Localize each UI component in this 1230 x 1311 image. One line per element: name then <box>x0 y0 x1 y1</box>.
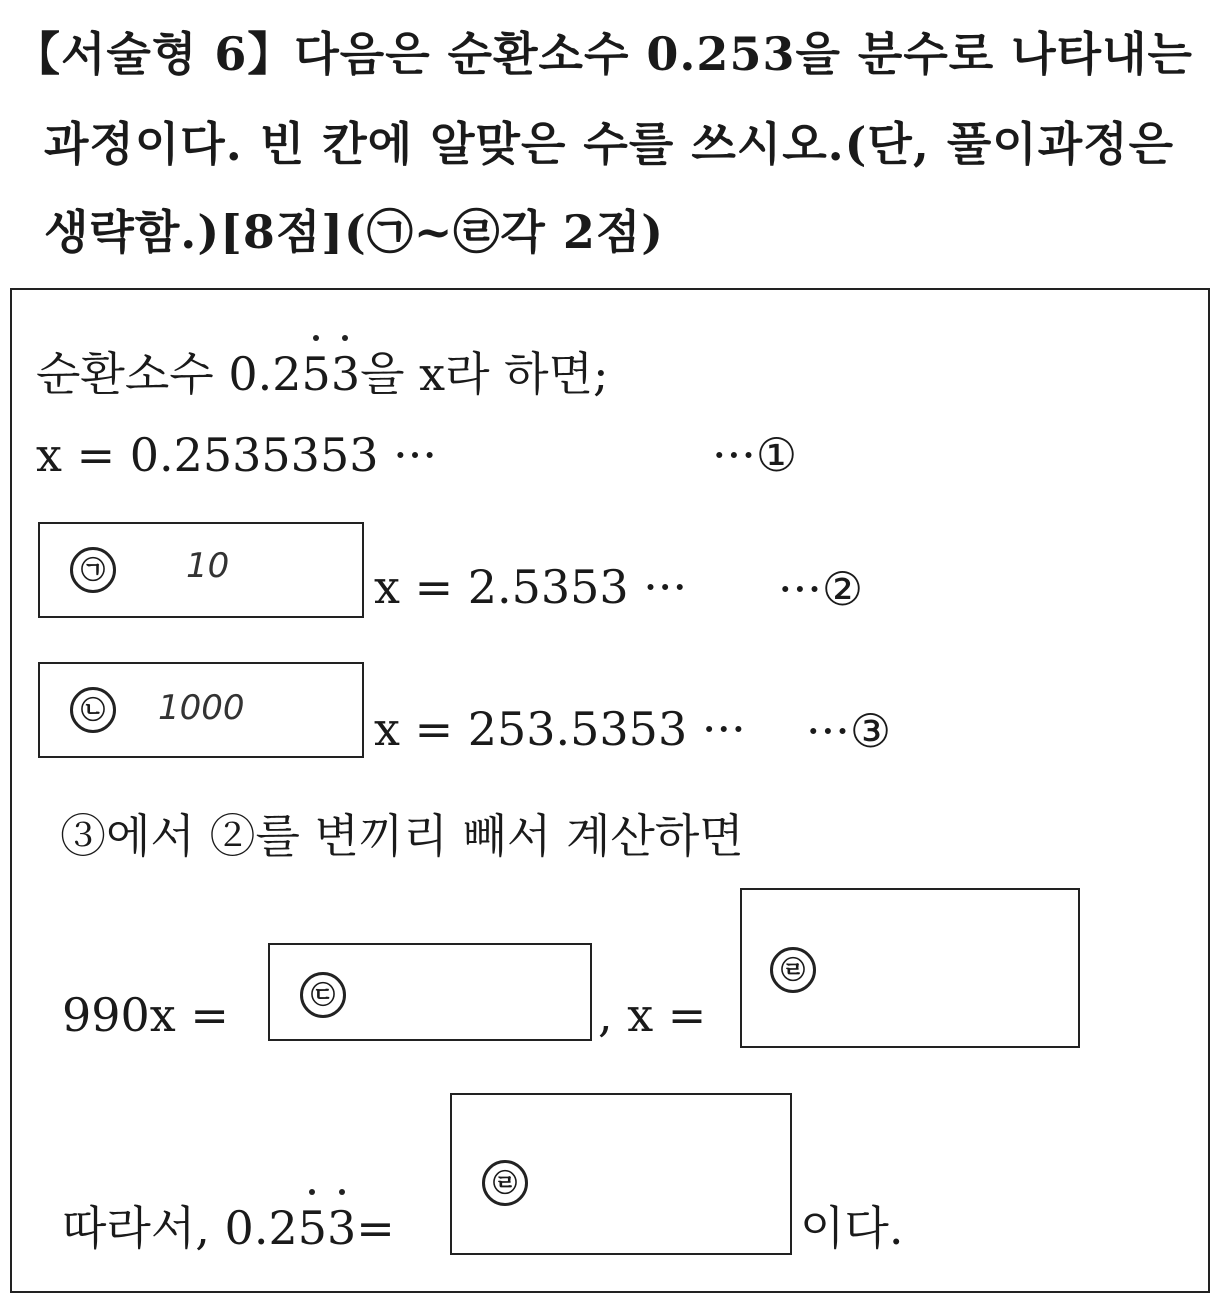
blank-2-handwriting: 1000 <box>158 688 245 728</box>
equation-2-ref: ···② <box>778 562 864 616</box>
intro-line: 순환소수 0.253을 x라 하면; <box>36 347 609 401</box>
repeat-digit: 3 <box>327 1201 357 1255</box>
question-line-2: 과정이다. 빈 칸에 알맞은 수를 쓰시오.(단, 풀이과정은 <box>44 117 1175 171</box>
equation-2: x = 2.5353 ··· <box>374 560 688 614</box>
equation-3-ref: ···③ <box>806 704 892 758</box>
equation-4-mid: , x = <box>598 988 707 1042</box>
blank-2-label: ㉡ <box>70 687 116 733</box>
question-line-1: 【서술형 6】다음은 순환소수 0.253을 분수로 나타내는 <box>14 27 1193 81</box>
question-line-3: 생략함.)[8점](㉠~㉣각 2점) <box>44 205 665 259</box>
equation-1: x = 0.2535353 ··· <box>36 428 437 482</box>
step-text: ③에서 ②를 변끼리 빼서 계산하면 <box>60 809 744 863</box>
final-line-suffix: 이다. <box>800 1201 904 1255</box>
repeat-digit: 3 <box>330 347 361 401</box>
equation-4-lhs: 990x = <box>62 988 229 1042</box>
equation-1-ref: ···① <box>712 428 798 482</box>
final-line-prefix: 따라서, 0.253= <box>62 1201 395 1255</box>
repeat-digit: 5 <box>301 347 331 401</box>
equation-3: x = 253.5353 ··· <box>374 702 746 756</box>
blank-1-handwriting: 10 <box>186 546 230 586</box>
blank-5-label: ㉣ <box>482 1160 528 1206</box>
repeat-digit: 5 <box>297 1201 327 1255</box>
blank-1-label: ㉠ <box>70 547 116 593</box>
blank-3-label: ㉢ <box>300 972 346 1018</box>
blank-4-label: ㉣ <box>770 947 816 993</box>
